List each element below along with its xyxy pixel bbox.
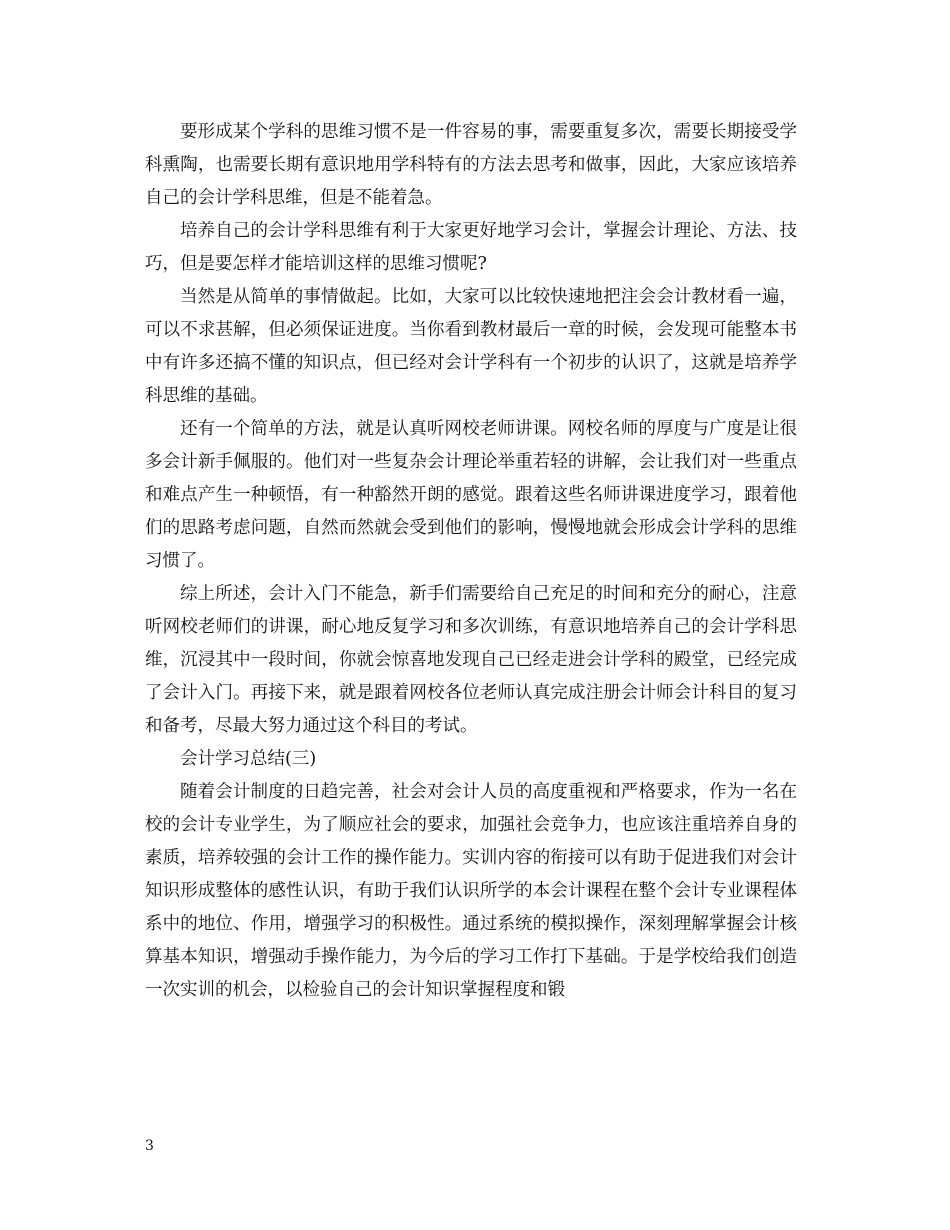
paragraph-3: 当然是从简单的事情做起。比如，大家可以比较快速地把注会会计教材看一遍，可以不求甚解，但必须保证进度。当你看到教材最后一章的时候，会发现可能整本书中有许多还搞不懂的知识点，但已经对会计学科有一个初步的认识了，这就是培养学科思维的基础。 (145, 287, 797, 406)
paragraph-1: 要形成某个学科的思维习惯不是一件容易的事，需要重复多次，需要长期接受学科熏陶，也需要长期有意识地用学科特有的方法去思考和做事，因此，大家应该培养自己的会计学科思维，但是不能着急。 (145, 122, 797, 208)
paragraph-2: 培养自己的会计学科思维有利于大家更好地学习会计，掌握会计理论、方法、技巧，但是要怎样才能培训这样的思维习惯呢? (145, 221, 797, 274)
section-heading: 会计学习总结(三) (180, 749, 317, 769)
paragraph-5: 综上所述，会计入门不能急，新手们需要给自己充足的时间和充分的耐心，注意听网校老师们的讲课，耐心地反复学习和多次训练，有意识地培养自己的会计学科思维，沉浸其中一段时间，你就会惊喜地发现自己已经走进会计学科的殿堂，已经完成了会计入门。再接下来，就是跟着网校各位老师认真完成注册会计师会计科目的复习和备考，尽最大努力通过这个科目的考试。 (145, 584, 797, 736)
paragraph-6: 随着会计制度的日趋完善，社会对会计人员的高度重视和严格要求，作为一名在校的会计专业学生，为了顺应社会的要求，加强社会竞争力，也应该注重培养自身的素质，培养较强的会计工作的操作能力。实训内容的衔接可以有助于促进我们对会计知识形成整体的感性认识，有助于我们认识所学的本会计课程在整个会计专业课程体系中的地位、作用，增强学习的积极性。通过系统的模拟操作，深刻理解掌握会计核算基本知识，增强动手操作能力，为今后的学习工作打下基础。于是学校给我们创造一次实训的机会，以检验自己的会计知识掌握程度和锻 (145, 782, 797, 1000)
paragraph-4: 还有一个简单的方法，就是认真听网校老师讲课。网校名师的厚度与广度是让很多会计新手佩服的。他们对一些复杂会计理论举重若轻的讲解，会让我们对一些重点和难点产生一种顿悟，有一种豁然开朗的感觉。跟着这些名师讲课进度学习，跟着他们的思路考虑问题，自然而然就会受到他们的影响，慢慢地就会形成会计学科的思维习惯了。 (145, 419, 797, 571)
page-number: 3 (145, 1138, 154, 1154)
document-body (145, 116, 797, 1007)
